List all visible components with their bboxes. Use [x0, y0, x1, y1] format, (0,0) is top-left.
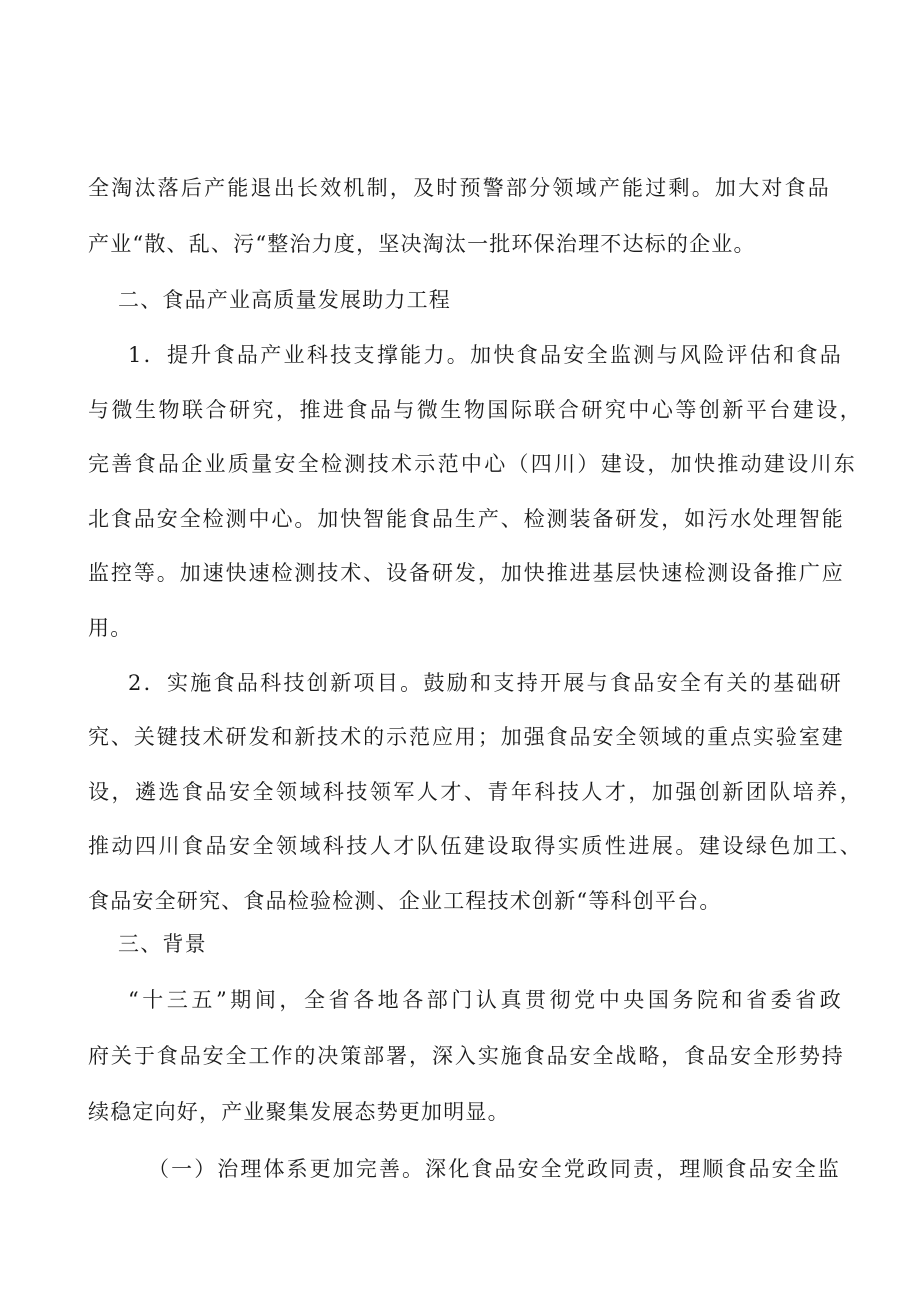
item-1-line-1: 1．提升食品产业科技支撑能力。加快食品安全监测与风险评估和食品: [128, 343, 842, 367]
item-1-line-6: 用。: [88, 616, 133, 640]
section-heading-2: 二、食品产业高质量发展助力工程: [118, 288, 451, 312]
item-2-line-4: 推动四川食品安全领域科技人才队伍建设取得实质性进展。建设绿色加工、: [88, 834, 862, 858]
paragraph-continuation-line-2: 产业“散、乱、污“整治力度，坚决淘汰一批环保治理不达标的企业。: [88, 232, 756, 256]
subsection-1-line-1: （一）治理体系更加完善。深化食品安全党政同责，理顺食品安全监: [148, 1157, 840, 1181]
paragraph-continuation-line-1: 全淘汰落后产能退出长效机制，及时预警部分领域产能过剩。加大对食品: [88, 176, 830, 200]
item-1-line-2: 与微生物联合研究，推进食品与微生物国际联合研究中心等创新平台建设，: [88, 398, 862, 422]
item-2-line-1: 2．实施食品科技创新项目。鼓励和支持开展与食品安全有关的基础研: [128, 671, 842, 695]
item-1-line-5: 监控等。加速快速检测技术、设备研发，加快推进基层快速检测设备推广应: [88, 561, 844, 585]
item-2-line-3: 设，遴选食品安全领域科技领军人才、青年科技人才，加强创新团队培养，: [88, 780, 862, 804]
item-1-line-3: 完善食品企业质量安全检测技术示范中心（四川）建设，加快推动建设川东: [88, 452, 856, 476]
item-2-line-5: 食品安全研究、食品检验检测、企业工程技术创新“等科创平台。: [88, 889, 722, 913]
background-paragraph-line-3: 续稳定向好，产业聚集发展态势更加明显。: [88, 1100, 510, 1124]
item-1-line-4: 北食品安全检测中心。加快智能食品生产、检测装备研发，如污水处理智能: [88, 507, 844, 531]
section-heading-3: 三、背景: [118, 932, 207, 956]
background-paragraph-line-2: 府关于食品安全工作的决策部署，深入实施食品安全战略，食品安全形势持: [88, 1044, 844, 1068]
background-paragraph-line-1: “十三五”期间，全省各地各部门认真贯彻党中央国务院和省委省政: [128, 988, 842, 1012]
item-2-line-2: 究、关键技术研发和新技术的示范应用；加强食品安全领域的重点实验室建: [88, 725, 844, 749]
